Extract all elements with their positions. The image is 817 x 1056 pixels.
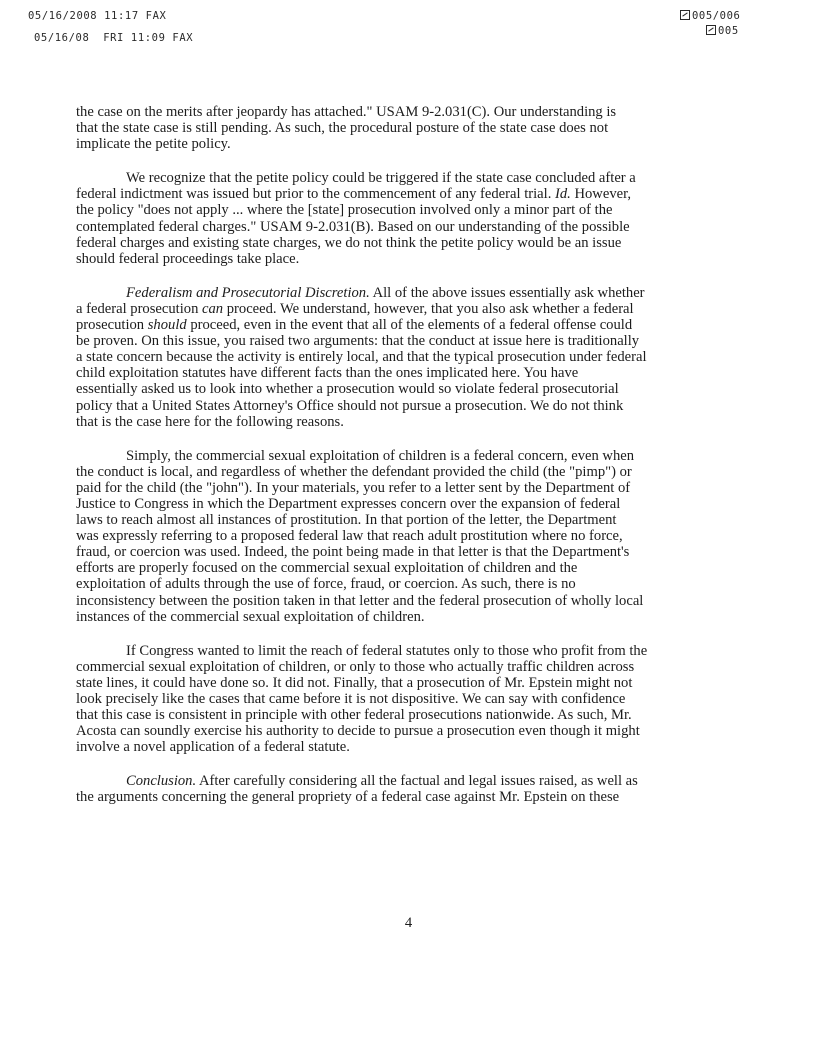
page-number: 4 bbox=[404, 915, 413, 931]
text-line: Justice to Congress in which the Department expresses concern over the expansion of federal bbox=[76, 495, 621, 512]
fax-page-stamp-1 bbox=[680, 10, 740, 22]
italic-text: Conclusion. bbox=[126, 773, 197, 790]
fax-page-stamp-2 bbox=[706, 25, 739, 37]
text-line: efforts are properly focused on the commercial sexual exploitation of children and the bbox=[76, 560, 578, 577]
text-line: Simply, the commercial sexual exploitation of children is a federal concern, even when bbox=[126, 447, 635, 464]
italic-text: Federalism and Prosecutorial Discretion. bbox=[126, 284, 370, 301]
text-line: the policy "does not apply ... where the [state] prosecution involved only a minor part of the bbox=[76, 202, 613, 219]
text-line: that the state case is still pending. As such, the procedural posture of the state case does not bbox=[76, 120, 609, 137]
text-line: Acosta can soundly exercise his authority to decide to pursue a prosecution even though it might bbox=[76, 723, 640, 740]
text-line: a federal prosecution can proceed. We understand, however, that you also ask whether a federal bbox=[76, 300, 634, 317]
text-line: federal indictment was issued but prior to the commencement of any federal trial. Id. However, bbox=[76, 186, 632, 203]
text-line: involve a novel application of a federal statute. bbox=[76, 739, 350, 756]
text-line: was expressly referring to a proposed federal law that reach adult prostitution where no force, bbox=[76, 528, 623, 545]
text-line: the conduct is local, and regardless of whether the defendant provided the child (the "pimp") or bbox=[76, 463, 632, 480]
text-line: instances of the commercial sexual exploitation of children. bbox=[76, 608, 425, 625]
paragraph bbox=[76, 285, 712, 430]
text-line: essentially asked us to look into whether a prosecution would so violate federal prosecutorial bbox=[76, 381, 619, 398]
paragraph bbox=[76, 643, 712, 756]
text-line: should federal proceedings take place. bbox=[76, 250, 300, 267]
text-line: contemplated federal charges." USAM 9-2.031(B). Based on our understanding of the possible bbox=[76, 218, 630, 235]
text-line: a state concern because the activity is entirely local, and that the typical prosecution under federal bbox=[76, 349, 647, 366]
text-line: the arguments concerning the general propriety of a federal case against Mr. Epstein on these bbox=[76, 789, 620, 806]
fax-header-line-1: 05/16/2008 11:17 FAX bbox=[28, 10, 167, 22]
text-line: Federalism and Prosecutorial Discretion. All of the above issues essentially ask whether bbox=[126, 284, 645, 301]
paragraph bbox=[76, 170, 712, 267]
text-line: prosecution should proceed, even in the event that all of the elements of a federal offense could bbox=[76, 317, 633, 334]
text-line: paid for the child (the "john"). In your materials, you refer to a letter sent by the Department of bbox=[76, 479, 631, 496]
italic-text: Id. bbox=[555, 186, 571, 203]
text-line: inconsistency between the position taken in that letter and the federal prosecution of wholly local bbox=[76, 592, 644, 609]
text-line: implicate the petite policy. bbox=[76, 136, 231, 153]
text-line: child exploitation statutes have different facts than the ones implicated here. You have bbox=[76, 365, 579, 382]
paragraph bbox=[76, 773, 712, 805]
fax-box-icon bbox=[706, 25, 716, 35]
fax-page-stamp-1-text: 005/006 bbox=[692, 10, 741, 22]
paragraph bbox=[76, 448, 712, 625]
text-line: If Congress wanted to limit the reach of federal statutes only to those who profit from the bbox=[126, 642, 648, 659]
text-line: that this case is consistent in principle with other federal prosecutions nationwide. As such, Mr. bbox=[76, 707, 632, 724]
fax-page-stamp-2-text: 005 bbox=[718, 25, 739, 37]
text-line: Conclusion. After carefully considering all the factual and legal issues raised, as well as bbox=[126, 773, 638, 790]
text-line: policy that a United States Attorney's Office should not pursue a prosecution. We do not think bbox=[76, 397, 624, 414]
text-line: laws to reach almost all instances of prostitution. In that portion of the letter, the Department bbox=[76, 512, 617, 529]
text-line: federal charges and existing state charges, we do not think the petite policy would be an issue bbox=[76, 234, 622, 251]
letter-body bbox=[76, 104, 712, 824]
text-line: fraud, or coercion was used. Indeed, the point being made in that letter is that the Department's bbox=[76, 544, 630, 561]
text-line: the case on the merits after jeopardy has attached." USAM 9-2.031(C). Our understanding is bbox=[76, 104, 617, 120]
text-line: be proven. On this issue, you raised two arguments: that the conduct at issue here is traditionally bbox=[76, 333, 640, 350]
fax-header-line-2: 05/16/08 FRI 11:09 FAX bbox=[34, 32, 194, 44]
italic-text: should bbox=[147, 317, 187, 334]
fax-box-icon bbox=[680, 10, 690, 20]
italic-text: can bbox=[202, 300, 224, 317]
text-line: look precisely like the cases that came before it is not dispositive. We can say with confidence bbox=[76, 691, 626, 707]
text-line: exploitation of adults through the use of force, fraud, or coercion. As such, there is no bbox=[76, 576, 576, 593]
text-line: commercial sexual exploitation of children, or only to those who actually traffic children across bbox=[76, 658, 635, 675]
text-line: that is the case here for the following reasons. bbox=[76, 413, 344, 430]
text-line: state lines, it could have done so. It did not. Finally, that a prosecution of Mr. Epstein might not bbox=[76, 674, 633, 691]
text-line: We recognize that the petite policy could be triggered if the state case concluded after a bbox=[126, 170, 636, 187]
paragraph bbox=[76, 104, 712, 152]
